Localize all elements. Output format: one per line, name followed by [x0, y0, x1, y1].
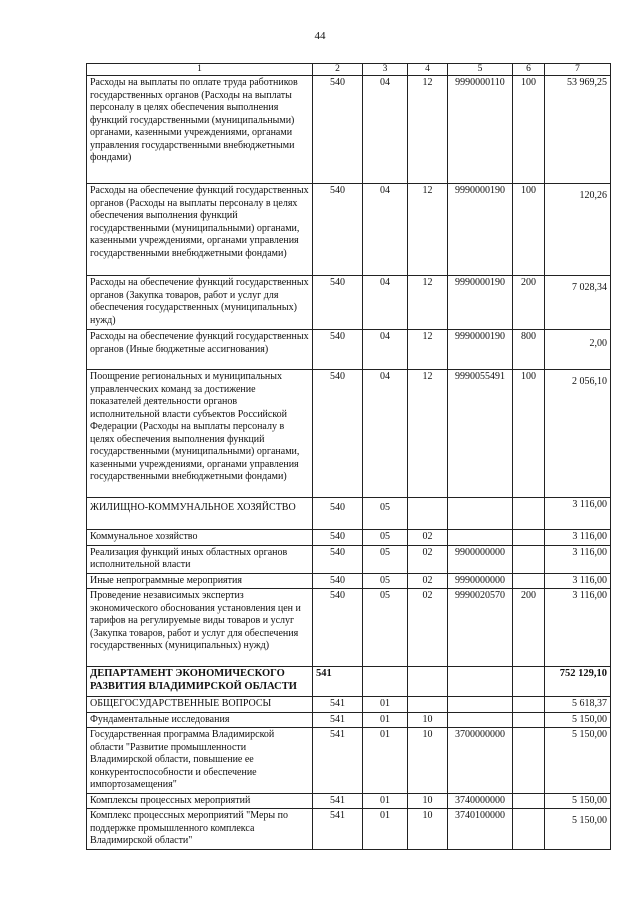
amount: 7 028,34: [545, 276, 611, 330]
code-ministry: 541: [313, 793, 363, 809]
code-section: 01: [363, 728, 408, 794]
table-row: [87, 330, 611, 370]
table-row: [87, 184, 611, 276]
code-expense-type: 200: [513, 276, 545, 330]
table-row: [87, 589, 611, 667]
code-target: [448, 498, 513, 530]
amount: 3 116,00: [545, 530, 611, 546]
code-expense-type: 100: [513, 370, 545, 498]
row-name: Реализация функций иных областных органов исполнительной власти: [87, 545, 313, 573]
code-section: 04: [363, 184, 408, 276]
code-expense-type: [513, 545, 545, 573]
code-expense-type: 100: [513, 76, 545, 184]
code-expense-type: [513, 712, 545, 728]
row-name: Иные непрограммные мероприятия: [87, 573, 313, 589]
code-ministry: 540: [313, 330, 363, 370]
code-ministry: 540: [313, 530, 363, 546]
code-ministry: 541: [313, 712, 363, 728]
code-subsection: 12: [408, 330, 448, 370]
code-subsection: 02: [408, 530, 448, 546]
amount: 2,00: [545, 330, 611, 370]
code-ministry: 541: [313, 728, 363, 794]
code-expense-type: 200: [513, 589, 545, 667]
header-cell: 3: [363, 64, 408, 76]
code-ministry: 540: [313, 545, 363, 573]
row-name: Поощрение региональных и муниципальных управленческих команд за достижение показателей деятельности органов исполнительной власти субъектов Российской Федерации (Расходы на выплаты персоналу в целях обеспечения выполнения функций государственными (муниципальными) органами, казенными учреждениями, органами управления государственными внебюджетными фондами): [87, 370, 313, 498]
budget-table: [86, 63, 611, 850]
amount: 3 116,00: [545, 545, 611, 573]
row-name: Комплекс процессных мероприятий "Меры по поддержке промышленного комплекса Владимирской области": [87, 809, 313, 850]
code-section: 04: [363, 370, 408, 498]
code-expense-type: [513, 530, 545, 546]
code-section: 05: [363, 530, 408, 546]
code-target: 3700000000: [448, 728, 513, 794]
code-subsection: 02: [408, 589, 448, 667]
row-name: Расходы на обеспечение функций государственных органов (Расходы на выплаты персоналу в целях обеспечения выполнения функций государственными (муниципальными) органами, казенными учреждениями, органами управления государственными внебюджетными фондами): [87, 184, 313, 276]
amount: 5 150,00: [545, 793, 611, 809]
code-section: 04: [363, 330, 408, 370]
row-name: Расходы на выплаты по оплате труда работников государственных органов (Расходы на выплаты персоналу в целях обеспечения выполнения функций государственными (муниципальными) органами, казенными учреждениями, органами управления государственными внебюджетными фондами): [87, 76, 313, 184]
header-cell: 7: [545, 64, 611, 76]
code-ministry: 540: [313, 370, 363, 498]
code-expense-type: [513, 809, 545, 850]
row-name: Расходы на обеспечение функций государственных органов (Закупка товаров, работ и услуг для обеспечения государственных (муниципальных) нужд): [87, 276, 313, 330]
table-row: [87, 793, 611, 809]
code-expense-type: 100: [513, 184, 545, 276]
code-target: 3740000000: [448, 793, 513, 809]
amount: 752 129,10: [545, 667, 611, 697]
code-target: [448, 712, 513, 728]
code-target: 9990000110: [448, 76, 513, 184]
code-expense-type: [513, 793, 545, 809]
code-expense-type: 800: [513, 330, 545, 370]
header-cell: 5: [448, 64, 513, 76]
table-row: [87, 370, 611, 498]
code-target: 9990000190: [448, 276, 513, 330]
code-section: 01: [363, 697, 408, 713]
amount: 5 618,37: [545, 697, 611, 713]
table-row: [87, 545, 611, 573]
amount: 3 116,00: [545, 589, 611, 667]
code-expense-type: [513, 573, 545, 589]
amount: 3 116,00: [545, 573, 611, 589]
code-subsection: 10: [408, 728, 448, 794]
code-ministry: 541: [313, 809, 363, 850]
code-target: 9990000190: [448, 330, 513, 370]
code-target: 9900000000: [448, 545, 513, 573]
code-ministry: 541: [313, 667, 363, 697]
code-section: 05: [363, 498, 408, 530]
code-subsection: 12: [408, 276, 448, 330]
row-name: ДЕПАРТАМЕНТ ЭКОНОМИЧЕСКОГО РАЗВИТИЯ ВЛАДИМИРСКОЙ ОБЛАСТИ: [87, 667, 313, 697]
code-subsection: [408, 697, 448, 713]
table-row: [87, 498, 611, 530]
code-target: 9990000000: [448, 573, 513, 589]
code-section: 01: [363, 793, 408, 809]
code-section: 01: [363, 712, 408, 728]
code-target: 9990000190: [448, 184, 513, 276]
code-section: [363, 667, 408, 697]
code-subsection: [408, 498, 448, 530]
code-target: 3740100000: [448, 809, 513, 850]
code-subsection: 12: [408, 184, 448, 276]
table-row: [87, 809, 611, 850]
amount: 3 116,00: [545, 498, 611, 530]
table-row: [87, 276, 611, 330]
table-row: [87, 667, 611, 697]
row-name: Фундаментальные исследования: [87, 712, 313, 728]
code-target: [448, 530, 513, 546]
code-expense-type: [513, 697, 545, 713]
amount: 120,26: [545, 184, 611, 276]
code-subsection: 02: [408, 573, 448, 589]
header-cell: 6: [513, 64, 545, 76]
code-ministry: 540: [313, 498, 363, 530]
code-ministry: 540: [313, 573, 363, 589]
code-section: 05: [363, 589, 408, 667]
code-target: 9990055491: [448, 370, 513, 498]
code-section: 04: [363, 76, 408, 184]
code-expense-type: [513, 728, 545, 794]
row-name: Государственная программа Владимирской области "Развитие промышленности Владимирской области, повышение ее конкурентоспособности и обеспечение импортозамещения": [87, 728, 313, 794]
header-cell: 4: [408, 64, 448, 76]
amount: 53 969,25: [545, 76, 611, 184]
code-subsection: 02: [408, 545, 448, 573]
code-subsection: 10: [408, 793, 448, 809]
code-expense-type: [513, 667, 545, 697]
amount: 5 150,00: [545, 809, 611, 850]
code-subsection: 12: [408, 370, 448, 498]
table-row: [87, 728, 611, 794]
table-row: [87, 712, 611, 728]
row-name: Комплексы процессных мероприятий: [87, 793, 313, 809]
amount: 5 150,00: [545, 712, 611, 728]
code-ministry: 541: [313, 697, 363, 713]
amount: 5 150,00: [545, 728, 611, 794]
header-row: [87, 64, 611, 76]
row-name: ЖИЛИЩНО-КОММУНАЛЬНОЕ ХОЗЯЙСТВО: [87, 498, 313, 530]
row-name: Расходы на обеспечение функций государственных органов (Иные бюджетные ассигнования): [87, 330, 313, 370]
code-subsection: 10: [408, 809, 448, 850]
page-number: 44: [314, 30, 326, 42]
code-ministry: 540: [313, 589, 363, 667]
code-ministry: 540: [313, 184, 363, 276]
header-cell: 1: [87, 64, 313, 76]
code-target: [448, 697, 513, 713]
table-row: [87, 530, 611, 546]
table-row: [87, 573, 611, 589]
code-expense-type: [513, 498, 545, 530]
table-row: [87, 76, 611, 184]
code-subsection: [408, 667, 448, 697]
code-section: 04: [363, 276, 408, 330]
row-name: ОБЩЕГОСУДАРСТВЕННЫЕ ВОПРОСЫ: [87, 697, 313, 713]
row-name: Коммунальное хозяйство: [87, 530, 313, 546]
code-subsection: 10: [408, 712, 448, 728]
code-section: 01: [363, 809, 408, 850]
row-name: Проведение независимых экспертиз экономического обоснования установления цен и тарифов на регулируемые виды товаров и услуг (Закупка товаров, работ и услуг для обеспечения государственных (муниципальных) нужд): [87, 589, 313, 667]
code-section: 05: [363, 545, 408, 573]
code-ministry: 540: [313, 276, 363, 330]
code-subsection: 12: [408, 76, 448, 184]
table-row: [87, 697, 611, 713]
code-target: [448, 667, 513, 697]
code-target: 9990020570: [448, 589, 513, 667]
code-ministry: 540: [313, 76, 363, 184]
amount: 2 056,10: [545, 370, 611, 498]
header-cell: 2: [313, 64, 363, 76]
code-section: 05: [363, 573, 408, 589]
